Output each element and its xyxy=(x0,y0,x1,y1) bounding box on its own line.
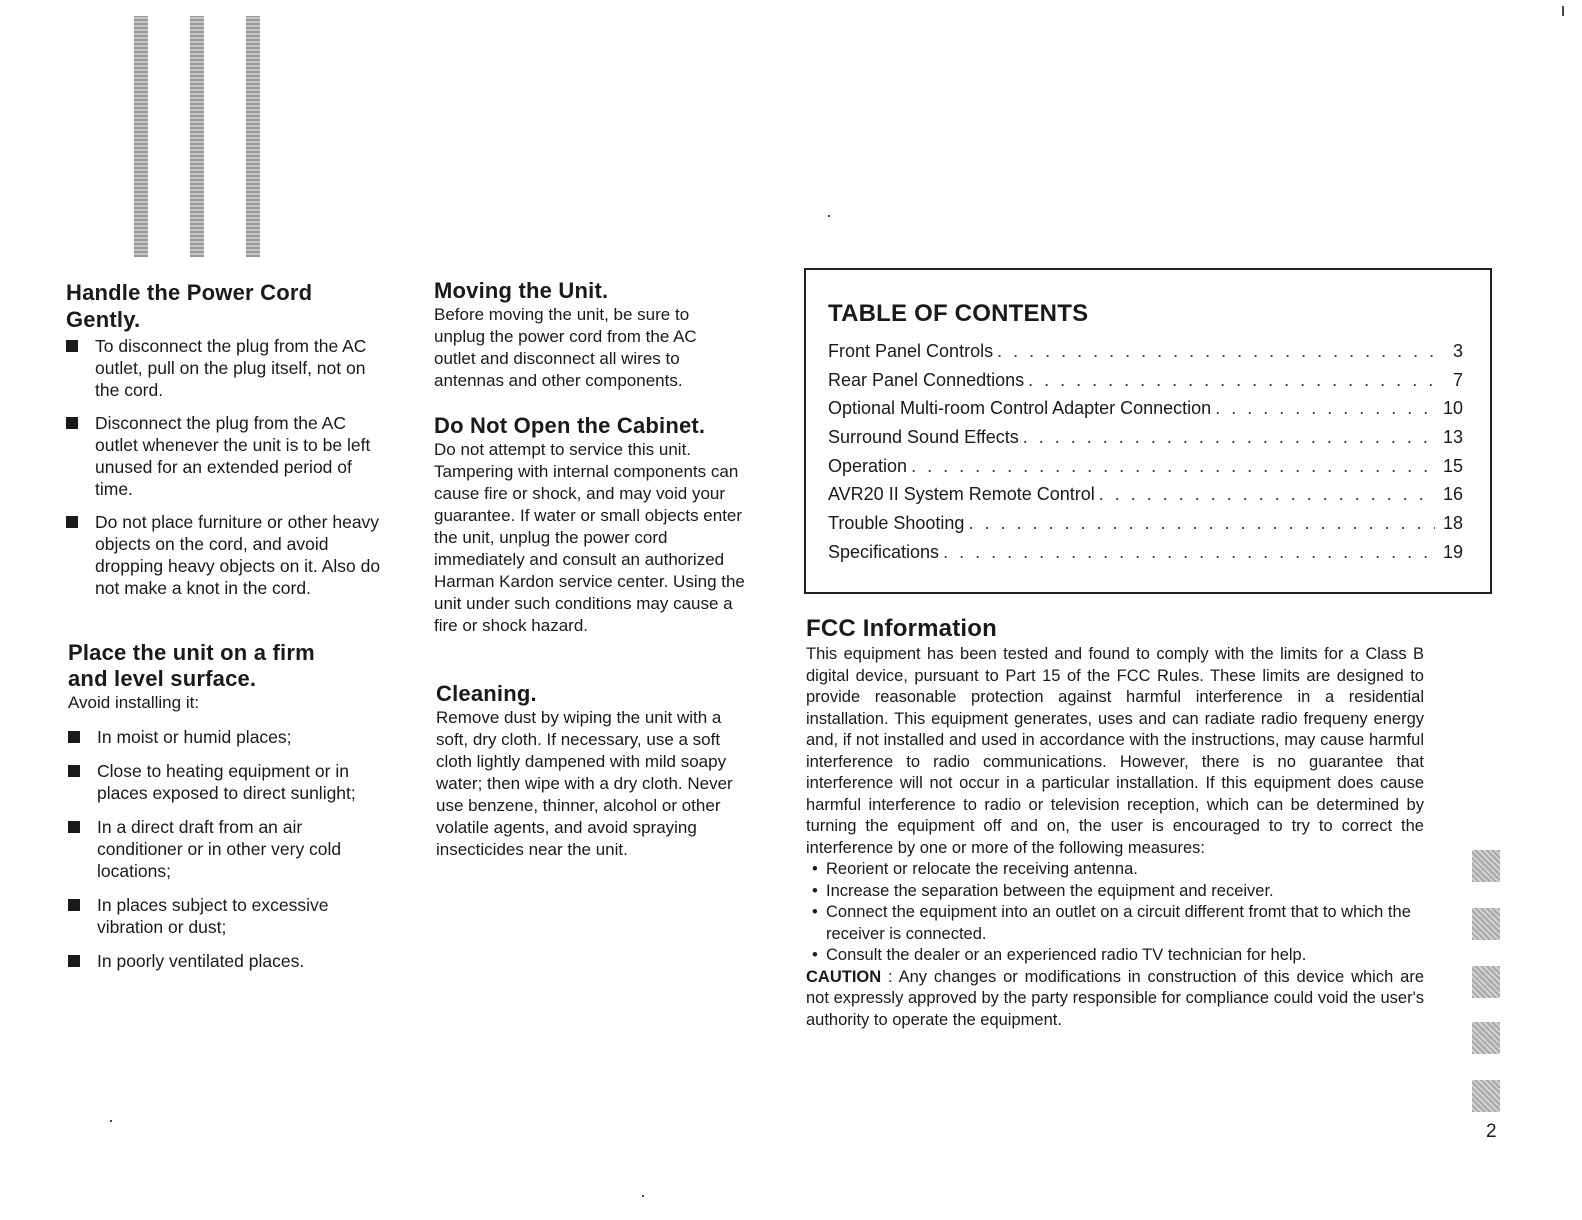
toc-entry-label: AVR20 II System Remote Control xyxy=(828,484,1095,505)
fcc-caution xyxy=(806,967,1424,1032)
toc-entry[interactable] xyxy=(828,542,1463,571)
fcc-heading: FCC Information xyxy=(806,615,997,642)
toc-entry-label: Operation xyxy=(828,455,908,476)
decorative-bar-1 xyxy=(134,16,148,257)
toc-entry-page: 13 xyxy=(1442,427,1463,448)
toc-leader-dots xyxy=(911,456,1435,477)
scan-speck xyxy=(828,215,830,217)
toc-entry[interactable] xyxy=(828,484,1463,513)
list-item: In a direct draft from an air conditioner or in other very cold locations; xyxy=(68,816,388,882)
list-item: To disconnect the plug from the AC outlet, pull on the plug itself, not on the cord. xyxy=(66,335,386,401)
toc-entry-label: Rear Panel Connedtions xyxy=(828,369,1025,390)
toc-entry-label: Specifications xyxy=(828,541,940,562)
toc-leader-dots xyxy=(968,513,1435,534)
toc-entry-page: 16 xyxy=(1442,484,1463,505)
moving-text: Before moving the unit, be sure to unplug the power cord from the AC outlet and disconnect all wires to antennas and other components. xyxy=(434,305,697,390)
caution-text: : Any changes or modifications in construction of this device which are not expressly approved by the party responsible for compliance could void the user's authority to operate the equipment. xyxy=(806,967,1424,1029)
toc-leader-dots xyxy=(1028,370,1435,391)
toc-leader-dots xyxy=(1215,398,1435,419)
list-item: • Increase the separation between the equipment and receiver. xyxy=(806,881,1424,903)
scan-speck xyxy=(1562,6,1564,16)
toc-entry[interactable] xyxy=(828,513,1463,542)
cabinet-text: Do not attempt to service this unit. Tampering with internal components can cause fire or shock, and may void your guarantee. If water or small objects enter the unit, unplug the power cord immediately and consult an authorized Harman Kardon service center. Using the unit under such conditions may cause a fire or shock hazard. xyxy=(434,440,745,635)
index-tab-4 xyxy=(1472,1022,1500,1054)
list-item: In places subject to excessive vibration or dust; xyxy=(68,894,388,938)
placement-list xyxy=(68,726,388,972)
toc-title: TABLE OF CONTENTS xyxy=(828,300,1089,327)
list-item: • Reorient or relocate the receiving antenna. xyxy=(806,859,1424,881)
index-tab-1 xyxy=(1472,850,1500,882)
placement-section xyxy=(68,640,388,972)
placement-heading: Place the unit on a firm and level surface. xyxy=(68,640,315,691)
fcc-text: This equipment has been tested and found to comply with the limits for a Class B digital device, pursuant to Part 15 of the FCC Rules. These limits are designed to provide reasonable protection against harmful interference in a residential installation. This equipment generates, uses and can radiate radio frequeny energy and, if not installed and used in accordance with the instructions, may cause harmful interference to radio communications. However, there is no guarantee that interference will not occur in a particular installation. If this equipment does cause harmful interference to radio or television reception, which can be determined by turning the equipment off and on, the user is encouraged to try to correct the interference by one or more of the following measures: xyxy=(806,645,1424,857)
index-tab-2 xyxy=(1472,908,1500,940)
toc-entry-page: 15 xyxy=(1442,455,1463,476)
power-cord-list xyxy=(66,335,386,599)
scan-speck xyxy=(642,1195,644,1197)
toc-entry[interactable] xyxy=(828,427,1463,456)
toc-entry[interactable] xyxy=(828,456,1463,485)
cabinet-heading: Do Not Open the Cabinet. xyxy=(434,413,706,438)
power-cord-section xyxy=(66,279,386,599)
list-item: In poorly ventilated places. xyxy=(68,950,388,972)
toc-entry-page: 3 xyxy=(1452,341,1463,361)
fcc-measures-list xyxy=(806,859,1424,967)
caution-label: CAUTION xyxy=(806,967,882,986)
list-item: • Connect the equipment into an outlet on a circuit different fromt that to which the receiver is connected. xyxy=(806,902,1424,945)
toc-entry[interactable] xyxy=(828,370,1463,399)
page-number: 2 xyxy=(1486,1121,1497,1142)
toc-entry[interactable] xyxy=(828,341,1463,370)
toc-leader-dots xyxy=(997,341,1435,362)
toc-entry-page: 19 xyxy=(1442,541,1463,562)
cabinet-section xyxy=(434,413,754,637)
cleaning-heading: Cleaning. xyxy=(436,681,537,706)
toc-list xyxy=(828,341,1463,571)
fcc-section xyxy=(806,614,1424,1031)
list-item: In moist or humid places; xyxy=(68,726,388,748)
list-item: Disconnect the plug from the AC outlet whenever the unit is to be left unused for an extended period of time. xyxy=(66,412,386,500)
toc-entry[interactable] xyxy=(828,398,1463,427)
moving-section xyxy=(434,278,754,392)
cleaning-section xyxy=(436,681,756,861)
toc-entry-page: 10 xyxy=(1442,398,1463,419)
toc-entry-page: 7 xyxy=(1452,369,1463,390)
list-item: Close to heating equipment or in places exposed to direct sunlight; xyxy=(68,760,388,804)
toc-entry-label: Optional Multi-room Control Adapter Connection xyxy=(828,398,1212,419)
decorative-bar-3 xyxy=(246,16,260,257)
toc-leader-dots xyxy=(1099,484,1435,505)
moving-heading: Moving the Unit. xyxy=(434,278,609,303)
index-tab-5 xyxy=(1472,1080,1500,1112)
toc-entry-label: Surround Sound Effects xyxy=(828,427,1019,448)
power-cord-heading: Handle the Power Cord Gently. xyxy=(66,280,313,332)
cleaning-text: Remove dust by wiping the unit with a soft, dry cloth. If necessary, use a soft cloth lightly dampened with mild soapy water; then wipe with a dry cloth. Never use benzene, thinner, alcohol or other volatile agents, and avoid spraying insecticides near the unit. xyxy=(436,708,733,859)
toc-entry-label: Front Panel Controls xyxy=(828,341,994,361)
decorative-bar-2 xyxy=(190,16,204,257)
placement-intro: Avoid installing it: xyxy=(68,693,200,712)
toc-leader-dots xyxy=(943,542,1435,563)
scan-speck xyxy=(110,1120,112,1122)
list-item: Do not place furniture or other heavy objects on the cord, and avoid dropping heavy objects on it. Also do not make a knot in the cord. xyxy=(66,511,386,599)
index-tab-3 xyxy=(1472,966,1500,998)
toc-entry-page: 18 xyxy=(1442,513,1463,534)
table-of-contents xyxy=(804,268,1492,594)
toc-leader-dots xyxy=(1023,427,1435,448)
toc-entry-label: Trouble Shooting xyxy=(828,513,965,534)
list-item: • Consult the dealer or an experienced radio TV technician for help. xyxy=(806,945,1424,967)
